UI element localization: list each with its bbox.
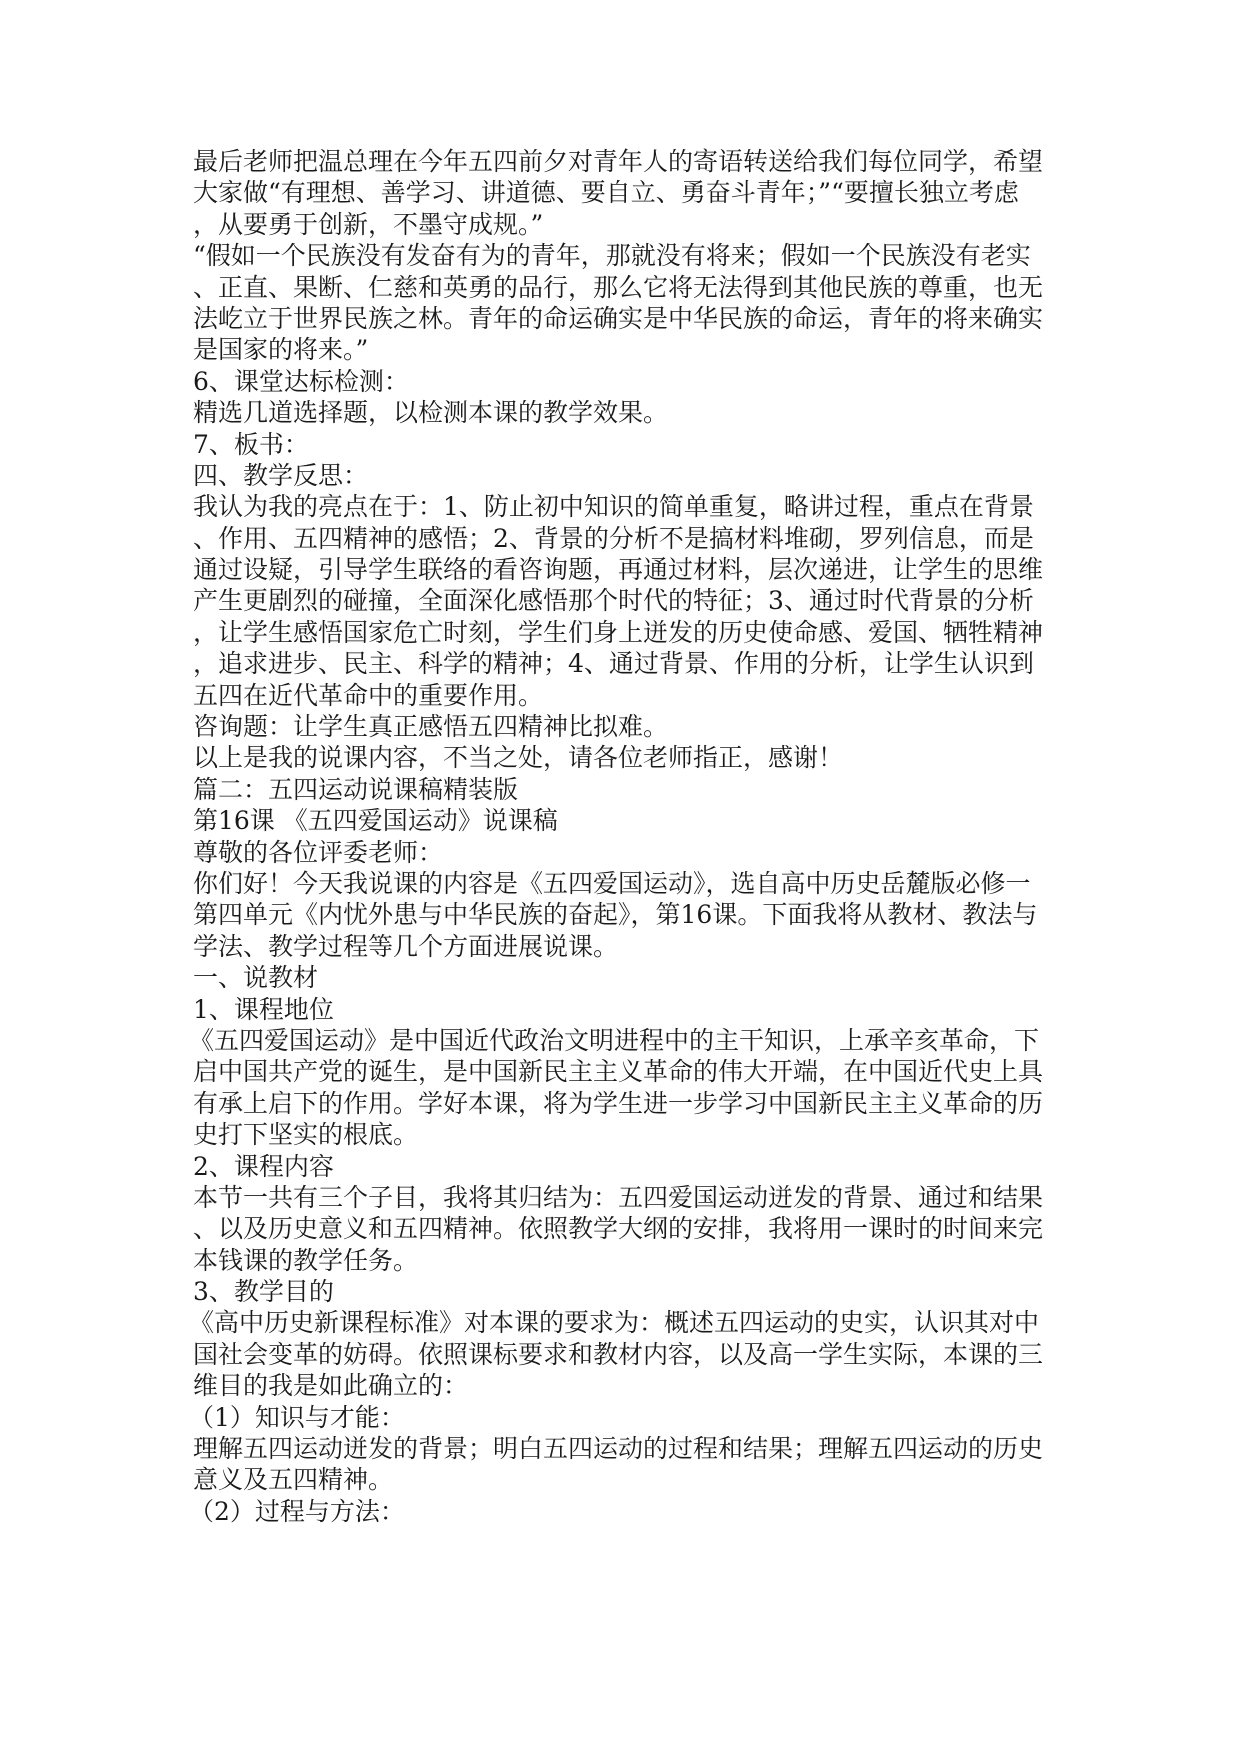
section-heading: 四、教学反思： [193, 460, 369, 490]
text-line: 学法、教学过程等几个方面进展说课。 [193, 931, 619, 961]
text-line: 最后老师把温总理在今年五四前夕对青年人的寄语转送给我们每位同学，希望 [193, 147, 1044, 176]
text-line: ，从要勇于创新，不墨守成规。” [193, 209, 544, 239]
subsection-heading: 1、课程地位 [193, 994, 334, 1024]
text-line: 国社会变革的妨碍。依照课标要求和教材内容，以及高一学生实际，本课的三 [193, 1339, 1044, 1369]
section-heading: 一、说教材 [193, 963, 319, 993]
subsection-heading: （1）知识与才能： [189, 1402, 405, 1432]
text-line: 、正直、果断、仁慈和英勇的品行，那么它将无法得到其他民族的尊重，也无 [193, 272, 1044, 302]
section-heading: 6、课堂达标检测： [193, 366, 409, 396]
text-line: 精选几道选择题，以检测本课的教学效果。 [193, 398, 669, 428]
text-line: 通过设疑，引导学生联络的看咨询题，再通过材料，层次递进，让学生的思维 [193, 555, 1044, 585]
greeting: 尊敬的各位评委老师： [193, 837, 444, 867]
text-line: 维目的我是如此确立的： [193, 1371, 469, 1401]
text-line: 以上是我的说课内容，不当之处，请各位老师指正，感谢！ [193, 743, 844, 773]
text-line: 本节一共有三个子目，我将其归结为：五四爱国运动迸发的背景、通过和结果 [193, 1182, 1044, 1212]
text-line: 五四在近代革命中的重要作用。 [193, 680, 544, 710]
text-line: 、作用、五四精神的感悟；2、背景的分析不是搞材料堆砌，罗列信息，而是 [193, 523, 1034, 553]
text-line: 法屹立于世界民族之林。青年的命运确实是中华民族的命运，青年的将来确实 [193, 303, 1044, 333]
lesson-title: 第16课 《五四爱国运动》说课稿 [193, 806, 558, 836]
text-line: 我认为我的亮点在于：1、防止初中知识的简单重复，略讲过程，重点在背景 [193, 492, 1034, 522]
text-line: 有承上启下的作用。学好本课，将为学生进一步学习中国新民主主义革命的历 [193, 1088, 1044, 1118]
subsection-heading: （2）过程与方法： [189, 1496, 405, 1526]
subsection-heading: 3、教学目的 [193, 1277, 334, 1307]
text-line: 《高中历史新课程标准》对本课的要求为：概述五四运动的史实，认识其对中 [189, 1308, 1040, 1338]
document-page [189, 146, 1058, 1527]
text-line: 理解五四运动迸发的背景；明白五四运动的过程和结果；理解五四运动的历史 [193, 1434, 1044, 1464]
section-heading: 7、板书： [193, 429, 309, 459]
text-line: 本钱课的教学任务。 [193, 1245, 419, 1275]
text-line: 咨询题：让学生真正感悟五四精神比拟难。 [193, 712, 669, 742]
text-line: ，让学生感悟国家危亡时刻，学生们身上迸发的历史使命感、爱国、牺牲精神 [193, 617, 1044, 647]
text-line: 大家做“有理想、善学习、讲道德、要自立、勇奋斗青年；”“要擅长独立考虑 [193, 178, 1019, 208]
article-title: 篇二：五四运动说课稿精装版 [193, 774, 519, 804]
text-line: ，追求进步、民主、科学的精神；4、通过背景、作用的分析，让学生认识到 [193, 649, 1034, 679]
text-line: 产生更剧烈的碰撞，全面深化感悟那个时代的特征；3、通过时代背景的分析 [193, 586, 1034, 616]
text-line: 意义及五四精神。 [193, 1465, 394, 1495]
subsection-heading: 2、课程内容 [193, 1151, 334, 1181]
text-line: 是国家的将来。” [193, 335, 369, 365]
text-line: “假如一个民族没有发奋有为的青年，那就没有将来；假如一个民族没有老实 [193, 241, 1031, 271]
text-line: 启中国共产党的诞生，是中国新民主主义革命的伟大开端，在中国近代史上具 [193, 1057, 1044, 1087]
text-line: 《五四爱国运动》是中国近代政治文明进程中的主干知识，上承辛亥革命，下 [189, 1025, 1040, 1055]
text-line: 第四单元《内忧外患与中华民族的奋起》，第16课。下面我将从教材、教法与 [193, 900, 1038, 930]
text-line: 你们好！今天我说课的内容是《五四爱国运动》，选自高中历史岳麓版必修一 [193, 868, 1031, 898]
text-line: 史打下坚实的根底。 [193, 1120, 419, 1150]
text-line: 、以及历史意义和五四精神。依照教学大纲的安排，我将用一课时的时间来完 [193, 1214, 1044, 1244]
